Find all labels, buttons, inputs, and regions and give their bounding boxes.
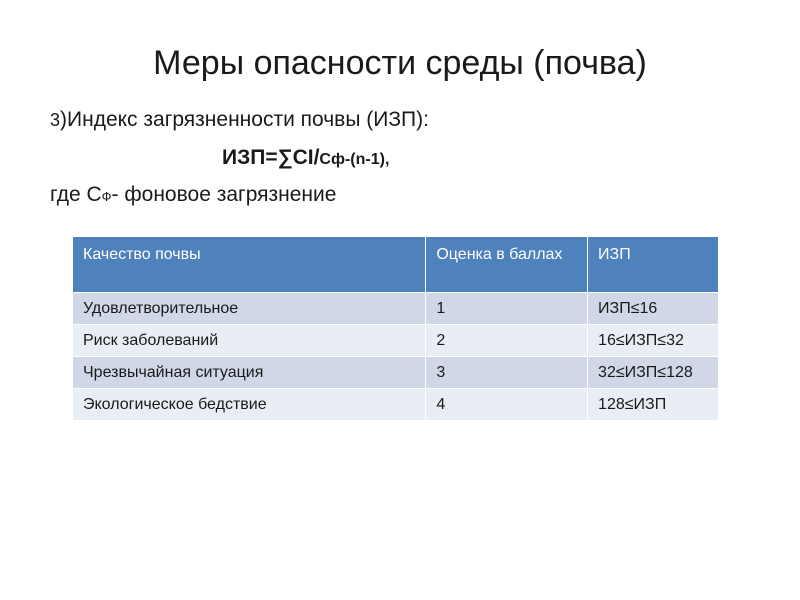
formula xyxy=(222,146,389,170)
table-cell-score: 3 xyxy=(426,357,588,389)
background-prefix: где С xyxy=(50,183,102,206)
index-definition-text: )Индекс загрязненности почвы (ИЗП): xyxy=(60,108,429,131)
table-row xyxy=(73,389,719,421)
table-cell-quality: Удовлетворительное xyxy=(73,293,426,325)
table-row xyxy=(73,293,719,325)
table-cell-quality: Чрезвычайная ситуация xyxy=(73,357,426,389)
table-cell-izp: 32≤ИЗП≤128 xyxy=(588,357,719,389)
table-cell-izp: ИЗП≤16 xyxy=(588,293,719,325)
table-cell-izp: 128≤ИЗП xyxy=(588,389,719,421)
table-cell-score: 2 xyxy=(426,325,588,357)
background-subscript: Ф xyxy=(101,189,112,204)
header-izp: ИЗП xyxy=(588,237,719,293)
table-cell-score: 4 xyxy=(426,389,588,421)
background-definition-line xyxy=(50,183,336,207)
table-cell-izp: 16≤ИЗП≤32 xyxy=(588,325,719,357)
table-cell-score: 1 xyxy=(426,293,588,325)
header-soil-quality: Качество почвы xyxy=(73,237,426,293)
table-header-row xyxy=(73,237,719,293)
background-rest: - фоновое загрязнение xyxy=(111,183,337,206)
table-cell-quality: Экологическое бедствие xyxy=(73,389,426,421)
header-score: Оценка в баллах xyxy=(426,237,588,293)
list-number: 3 xyxy=(50,110,61,130)
table-row xyxy=(73,325,719,357)
slide-title: Меры опасности среды (почва) xyxy=(153,44,647,82)
table-cell-quality: Риск заболеваний xyxy=(73,325,426,357)
formula-main: ИЗП=∑CI/ xyxy=(222,146,320,169)
soil-quality-table xyxy=(72,236,719,421)
formula-tail: Cф-(n-1), xyxy=(319,151,390,168)
index-definition-line xyxy=(50,108,429,132)
table-row xyxy=(73,357,719,389)
